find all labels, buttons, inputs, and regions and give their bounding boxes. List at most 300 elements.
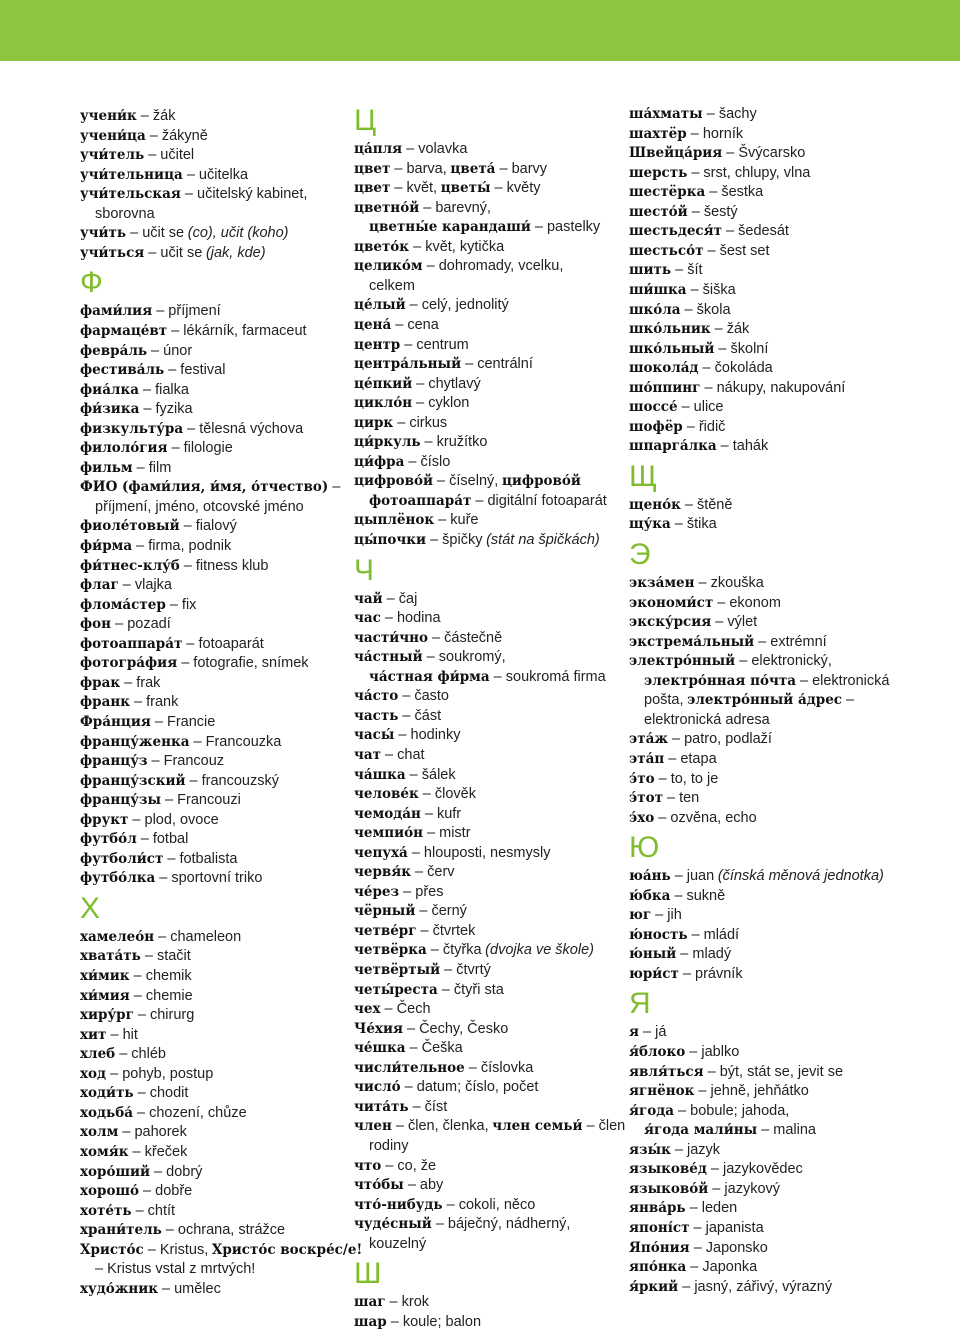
dash-separator: –	[416, 922, 433, 939]
dash-separator: –	[678, 965, 696, 982]
russian-word: фон	[80, 616, 112, 633]
dash-separator: –	[670, 868, 687, 885]
dash-separator: –	[437, 981, 454, 998]
dictionary-entry	[629, 204, 738, 221]
russian-word: ю́ность	[629, 926, 688, 943]
dash-separator: –	[434, 512, 451, 529]
russian-word-secondary: цвета́	[450, 160, 496, 177]
dictionary-entry	[80, 343, 192, 360]
section-letter: Ю	[629, 831, 660, 865]
dictionary-entry	[354, 415, 447, 432]
czech-translation: báječný, nádherný,	[447, 1216, 571, 1233]
entry-continuation	[369, 1138, 409, 1155]
czech-translation: chtít	[147, 1202, 176, 1219]
dictionary-entry	[80, 597, 196, 614]
czech-translation: ulice	[693, 399, 724, 416]
czech-translation: člověk	[434, 786, 476, 803]
czech-translation: pošta,	[644, 692, 684, 709]
czech-translation: černý	[431, 903, 467, 920]
czech-translation: pahorek	[134, 1124, 187, 1141]
dictionary-entry	[80, 1105, 247, 1122]
dash-separator: –	[144, 244, 161, 261]
czech-translation: pohyb, postup	[122, 1065, 214, 1082]
dash-separator: –	[328, 479, 341, 496]
dictionary-entry	[354, 1197, 535, 1214]
czech-translation: hit	[122, 1026, 138, 1043]
czech-translation: často	[414, 688, 450, 705]
dash-separator: –	[405, 1040, 422, 1057]
dash-separator: –	[489, 668, 506, 685]
czech-translation: tahák	[732, 438, 769, 455]
dictionary-entry	[354, 512, 478, 529]
dictionary-entry	[354, 1177, 443, 1194]
entry-continuation	[95, 499, 304, 516]
dictionary-entry	[354, 845, 550, 862]
dash-separator: –	[686, 125, 703, 142]
russian-word: э́тот	[629, 790, 663, 807]
dash-separator: –	[165, 596, 182, 613]
czech-translation: dobrý	[166, 1163, 203, 1180]
russian-word: шар	[354, 1313, 387, 1330]
russian-word: экстрема́льный	[629, 633, 755, 650]
dash-separator: –	[694, 575, 711, 591]
russian-word: я́года мали́ны	[644, 1122, 758, 1139]
russian-word: футбо́лка	[80, 870, 156, 887]
dictionary-entry	[629, 126, 743, 143]
russian-word: шоссе́	[629, 399, 678, 416]
dictionary-entry	[354, 1294, 429, 1311]
russian-word: францу́зы	[80, 792, 162, 809]
dictionary-entry	[80, 1066, 213, 1083]
russian-word: ход	[80, 1065, 107, 1082]
dash-separator: –	[420, 805, 437, 822]
dictionary-entry	[80, 577, 172, 594]
czech-translation: mistr	[439, 825, 471, 842]
dash-separator: –	[164, 362, 181, 379]
russian-word: японі́ст	[629, 1219, 690, 1236]
section-letter: Ц	[354, 104, 377, 137]
dictionary-entry	[629, 243, 770, 260]
dictionary-entry	[354, 532, 600, 549]
dash-separator: –	[702, 106, 719, 122]
dash-separator: –	[464, 1059, 481, 1076]
dictionary-entry	[80, 1124, 187, 1141]
dash-separator: –	[163, 850, 180, 867]
czech-translation: datum; číslo, počet	[416, 1079, 539, 1096]
dash-separator: –	[676, 946, 693, 963]
russian-word: электро́нная по́чта	[644, 672, 796, 689]
dictionary-entry	[354, 708, 441, 725]
russian-word: фи́зика	[80, 401, 140, 418]
russian-word: четы́реста	[354, 981, 438, 998]
czech-translation: zkouška	[710, 575, 764, 591]
russian-word: чита́ть	[354, 1098, 409, 1115]
czech-translation: šálek	[421, 766, 456, 783]
russian-word: явля́ться	[629, 1063, 704, 1080]
russian-word: ци́фра	[354, 453, 405, 470]
dash-separator: –	[405, 766, 422, 783]
czech-translation: ekonom	[729, 594, 781, 611]
dash-separator: –	[795, 672, 813, 689]
dash-separator: –	[398, 688, 415, 705]
russian-word: щу́ка	[629, 516, 671, 533]
russian-word: шестьсо́т	[629, 242, 704, 259]
russian-word: физкульту́ра	[80, 420, 184, 437]
dash-separator: –	[391, 1118, 408, 1135]
dictionary-entry	[354, 864, 455, 881]
russian-word: ча́стный	[354, 649, 423, 666]
dictionary-entry	[629, 1200, 737, 1217]
dash-separator: –	[705, 184, 722, 201]
dash-separator: –	[687, 203, 704, 220]
dictionary-entry	[629, 106, 757, 123]
russian-word: хит	[80, 1026, 107, 1043]
dictionary-entry	[354, 434, 487, 451]
russian-word: ша́хматы	[629, 106, 703, 122]
dash-separator: –	[686, 1259, 703, 1276]
russian-word: хиру́рг	[80, 1007, 134, 1024]
czech-translation: částečně	[444, 629, 503, 646]
dash-separator: –	[185, 772, 202, 789]
russian-word: цы́почки	[354, 532, 427, 548]
czech-translation: bobule; jahoda,	[690, 1102, 790, 1119]
czech-translation: hodinky	[410, 727, 461, 744]
dictionary-entry	[80, 694, 178, 711]
czech-translation: chodit	[149, 1085, 189, 1102]
dash-separator: –	[161, 1222, 178, 1239]
czech-translation: žák	[152, 108, 176, 124]
dictionary-entry	[629, 399, 724, 416]
czech-translation: Japonsko	[705, 1239, 768, 1256]
dictionary-entry	[354, 767, 456, 784]
dictionary-entry	[80, 186, 307, 203]
dictionary-entry	[629, 927, 739, 944]
czech-translation: Japonka	[702, 1259, 758, 1276]
dictionary-entry	[354, 317, 439, 334]
czech-translation: štika	[686, 516, 717, 533]
czech-translation: fialový	[195, 518, 237, 535]
dash-separator: –	[667, 731, 685, 748]
dictionary-entry	[629, 360, 773, 377]
dictionary-entry	[80, 851, 237, 868]
russian-word: ю́ный	[629, 946, 677, 963]
czech-translation: dobře	[155, 1183, 193, 1200]
dash-separator: –	[422, 258, 439, 275]
dictionary-entry	[80, 1164, 202, 1181]
russian-word: я́ркий	[629, 1278, 679, 1295]
russian-word: языкове́д	[629, 1161, 707, 1178]
dash-separator: –	[664, 750, 681, 767]
dictionary-entry	[629, 165, 810, 182]
dash-separator: –	[671, 262, 688, 279]
czech-translation: plod, ovoce	[144, 811, 219, 828]
section-letter: Э	[629, 538, 651, 571]
russian-word: ши́шка	[629, 281, 687, 298]
russian-word: че́шка	[354, 1040, 406, 1057]
dictionary-entry	[629, 497, 732, 514]
dictionary-entry	[80, 968, 192, 985]
czech-translation: krok	[401, 1294, 430, 1311]
czech-translation: číslovka	[480, 1059, 534, 1076]
dash-separator: –	[136, 831, 153, 848]
dash-separator: –	[685, 1200, 702, 1217]
dash-separator: –	[111, 616, 128, 633]
russian-word: юг	[629, 907, 652, 924]
dictionary-entry	[80, 831, 188, 848]
dash-separator: –	[757, 1122, 774, 1139]
russian-word: эта́п	[629, 750, 665, 767]
dash-separator: –	[390, 180, 407, 197]
russian-word: чай	[354, 590, 383, 607]
dictionary-entry	[80, 479, 340, 496]
czech-translation-secondary: –	[846, 692, 855, 709]
czech-translation: fix	[181, 596, 197, 613]
czech-translation: čtyřka	[442, 942, 482, 959]
russian-word: учени́ца	[80, 127, 146, 144]
czech-translation-secondary: člen	[598, 1118, 626, 1135]
russian-word: хвата́ть	[80, 948, 141, 965]
dictionary-entry	[629, 184, 763, 201]
dash-separator: –	[530, 219, 547, 236]
dash-separator: –	[133, 1085, 150, 1102]
czech-translation: ochrana, strážce	[177, 1222, 286, 1239]
russian-word: четвёртый	[354, 962, 441, 978]
czech-translation: Francouzi	[177, 792, 241, 809]
dictionary-entry	[80, 675, 160, 692]
russian-word: экономи́ст	[629, 594, 714, 611]
entry-continuation	[369, 493, 607, 510]
dash-separator: –	[394, 727, 411, 744]
dash-separator: –	[713, 594, 730, 611]
russian-word: францу́з	[80, 753, 148, 770]
czech-translation: kouzelný	[369, 1235, 427, 1252]
russian-word: франк	[80, 694, 130, 711]
russian-word-secondary: цифрово́й	[501, 473, 581, 490]
czech-translation: chytlavý	[428, 375, 481, 392]
dash-separator: –	[708, 1180, 725, 1197]
czech-translation: květ,	[406, 180, 438, 197]
russian-word: числи́тельное	[354, 1059, 465, 1076]
dictionary-entry	[629, 868, 884, 885]
czech-translation: Čechy, Česko	[419, 1020, 509, 1037]
dictionary-entry	[80, 460, 171, 477]
dictionary-entry	[354, 649, 506, 666]
dictionary-entry	[354, 884, 443, 901]
dictionary-entry	[354, 395, 469, 412]
czech-translation: dohromady, vcelku,	[438, 258, 564, 275]
czech-translation: firma, podnik	[148, 538, 232, 554]
dictionary-entry	[629, 966, 743, 983]
dash-separator: –	[654, 770, 671, 787]
czech-translation: číslo	[420, 453, 451, 470]
russian-word: экза́мен	[629, 575, 695, 591]
dash-separator: –	[442, 1196, 459, 1213]
czech-translation: to, to je	[670, 770, 719, 787]
dictionary-entry	[354, 1079, 538, 1096]
czech-translation: já	[655, 1024, 667, 1041]
czech-translation: fotbalista	[179, 850, 238, 867]
russian-word: хи́мик	[80, 968, 130, 984]
dash-separator: –	[400, 336, 417, 353]
dash-separator: –	[145, 127, 162, 144]
russian-word: филоло́гия	[80, 440, 168, 457]
dash-separator: –	[419, 199, 436, 216]
czech-translation: kružítko	[436, 434, 488, 451]
russian-word: часть	[354, 707, 399, 724]
czech-translation: být, stát se, jevit se	[719, 1063, 844, 1080]
czech-translation: řidič	[698, 418, 726, 435]
dash-separator: –	[408, 1098, 425, 1115]
czech-translation: Francie	[166, 713, 216, 730]
dictionary-entry	[629, 614, 757, 631]
czech-translation: centrum	[416, 336, 469, 353]
russian-word: футболи́ст	[80, 850, 164, 867]
dictionary-entry: цвет – barva, цвета́ – barvy	[354, 160, 548, 177]
czech-translation: francouzský	[201, 772, 279, 789]
dictionary-entry	[629, 145, 805, 162]
dictionary-entry	[80, 734, 281, 751]
czech-translation: mládí	[703, 926, 740, 943]
dash-separator: –	[412, 375, 429, 392]
czech-translation: část	[414, 707, 442, 724]
dictionary-entry	[80, 616, 171, 633]
russian-word: части́чно	[354, 629, 428, 646]
dash-separator: –	[426, 942, 443, 959]
czech-translation: učitel	[160, 147, 195, 164]
dash-separator: –	[139, 1183, 156, 1200]
czech-translation: leden	[701, 1200, 738, 1217]
russian-word: хи́мия	[80, 987, 130, 1004]
russian-word: ходи́ть	[80, 1085, 134, 1102]
dictionary-entry	[629, 223, 789, 240]
entry-continuation	[644, 712, 770, 729]
czech-translation: čtvrtý	[456, 962, 491, 978]
czech-translation: centrální	[477, 356, 533, 373]
czech-translation: filologie	[183, 440, 233, 457]
russian-word: шестьдеся́т	[629, 223, 722, 240]
czech-translation: cyklon	[428, 395, 470, 412]
usage-note: (dvojka ve škole)	[485, 942, 594, 959]
czech-translation: hlouposti, nesmysly	[423, 844, 551, 861]
russian-word: храни́тель	[80, 1222, 162, 1239]
russian-word: что́-нибудь	[354, 1196, 443, 1213]
dash-separator: –	[118, 577, 135, 594]
czech-translation: ten	[679, 790, 700, 807]
dictionary-entry	[629, 888, 725, 905]
czech-translation: digitální fotoaparát	[487, 492, 607, 509]
russian-word: шо́ппинг	[629, 379, 701, 396]
dictionary-entry	[354, 200, 491, 217]
dictionary-entry	[354, 258, 563, 275]
czech-translation: květ, kytička	[425, 238, 505, 255]
czech-translation: přes	[415, 883, 444, 900]
dictionary-entry	[354, 1040, 463, 1057]
dash-separator: –	[189, 733, 206, 750]
dash-separator: –	[722, 223, 739, 240]
dictionary-entry	[80, 948, 191, 965]
entry-continuation	[644, 692, 854, 709]
dash-separator: –	[716, 438, 733, 455]
dash-separator: –	[385, 1294, 402, 1311]
dictionary-entry	[80, 108, 175, 125]
czech-translation: únor	[163, 342, 193, 359]
russian-word: фестива́ль	[80, 362, 165, 379]
czech-translation: učitelský kabinet,	[197, 186, 308, 203]
czech-translation: kufr	[436, 805, 462, 822]
czech-translation: kuře	[450, 512, 479, 529]
dash-separator: –	[402, 1020, 420, 1037]
entry-continuation	[644, 1122, 816, 1139]
russian-word-secondary: электро́нный а́дрес	[687, 692, 843, 709]
dictionary-entry	[354, 591, 417, 608]
czech-translation: číselný,	[449, 473, 499, 490]
czech-translation: žák	[726, 321, 750, 338]
dash-separator: –	[393, 414, 410, 431]
dictionary-entry	[629, 1024, 666, 1041]
entry-continuation	[369, 1236, 426, 1253]
russian-word: язы́к	[629, 1141, 671, 1158]
russian-word: учи́ться	[80, 244, 145, 261]
czech-translation: vlajka	[134, 577, 172, 594]
czech-translation: chirurg	[149, 1007, 195, 1024]
russian-word: учи́тельница	[80, 166, 183, 183]
russian-word: я	[629, 1024, 639, 1041]
dash-separator: –	[703, 1063, 720, 1080]
dash-separator: –	[714, 340, 731, 357]
russian-word: ча́шка	[354, 766, 406, 783]
dash-separator: –	[382, 590, 399, 607]
dictionary-entry	[80, 225, 288, 242]
russian-word: учени́к	[80, 108, 137, 124]
dictionary-entry	[354, 1021, 508, 1038]
dash-separator: –	[651, 907, 668, 924]
dictionary-entry	[629, 341, 768, 358]
czech-translation: čokoláda	[714, 360, 773, 377]
czech-translation: šedesát	[738, 223, 789, 240]
russian-word: юри́ст	[629, 965, 679, 982]
dictionary-entry	[629, 1103, 789, 1120]
dictionary-entry	[354, 356, 533, 373]
russian-word: член	[354, 1118, 392, 1135]
czech-translation: jih	[667, 907, 682, 924]
dash-separator: –	[694, 1083, 711, 1100]
dash-separator: –	[106, 1026, 123, 1043]
czech-translation: horník	[702, 125, 744, 142]
czech-translation: fyzika	[155, 401, 193, 418]
dash-separator: –	[150, 713, 167, 730]
russian-word: число́	[354, 1079, 401, 1096]
dictionary-entry	[80, 167, 248, 184]
czech-translation: chléb	[131, 1046, 166, 1063]
dash-separator: –	[461, 356, 478, 373]
czech-translation: hodina	[396, 610, 441, 627]
dash-separator: –	[662, 790, 680, 807]
dash-separator: –	[179, 518, 196, 535]
russian-word: фиа́лка	[80, 381, 139, 398]
section-letter: Ч	[354, 553, 374, 587]
russian-word-secondary: цветы́	[440, 180, 491, 197]
dictionary-entry	[354, 376, 481, 393]
usage-note: (čínská měnová jednotka)	[717, 868, 884, 885]
russian-word: шестёрка	[629, 184, 706, 201]
czech-translation: učit se	[142, 225, 185, 242]
dictionary-entry	[629, 751, 717, 768]
russian-word: це́лый	[354, 297, 406, 314]
czech-translation: elektronická	[812, 672, 890, 689]
dash-separator: –	[381, 746, 398, 763]
czech-translation: etapa	[680, 750, 717, 767]
dictionary-entry	[354, 962, 491, 979]
